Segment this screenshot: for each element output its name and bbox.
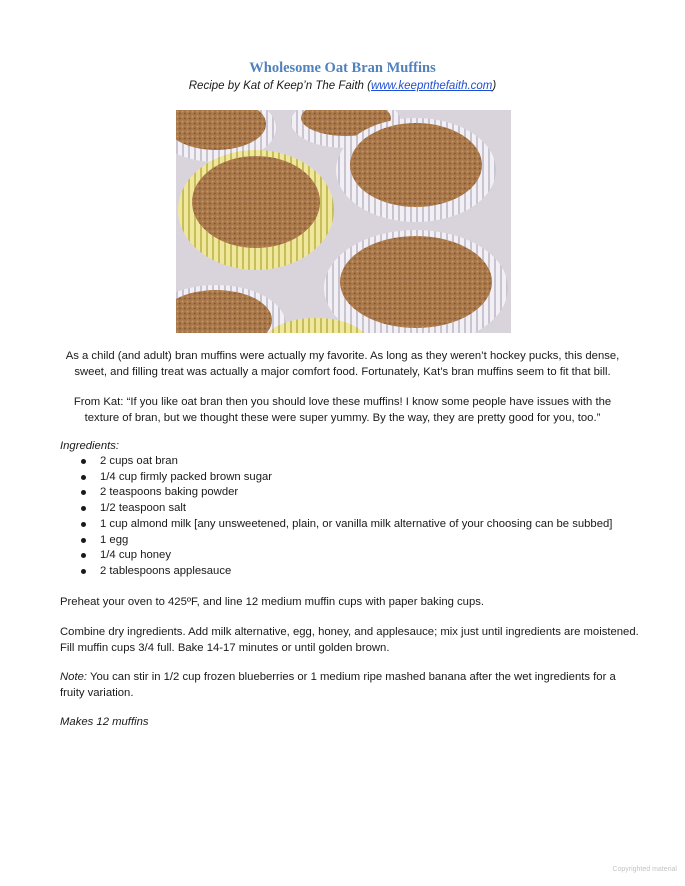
ingredient-item: 1 cup almond milk [any unsweetened, plain, or vanilla milk alternative of your choosing can be subbed] [78, 517, 612, 533]
ingredients-list [78, 454, 612, 580]
muffin-middle-left [178, 150, 334, 270]
ingredient-item: 2 teaspoons baking powder [78, 485, 612, 501]
intro-paragraph: As a child (and adult) bran muffins were actually my favorite. As long as they weren’t hockey pucks, this dense, sweet, and filling treat was actually a major comfort food. Fortunately, Kat’s bran muffins seem to fit that bill. [65, 350, 620, 378]
preheat-instruction: Preheat your oven to 425ºF, and line 12 medium muffin cups with paper baking cups. [60, 596, 485, 608]
note-text: You can stir in 1/2 cup frozen blueberries or 1 medium ripe mashed banana after the wet ingredients for a fruity variation. [60, 671, 616, 699]
ingredient-item: 1/4 cup honey [78, 548, 612, 564]
byline-prefix: Recipe by Kat of Keep’n The Faith ( [188, 80, 371, 92]
note-paragraph [60, 669, 640, 701]
ingredient-item: 1 egg [78, 533, 612, 549]
from-kat-paragraph: From Kat: “If you like oat bran then you should love these muffins! I know some people have issues with the texture of bran, but we thought these were super yummy. By the way, they are pretty good for you, too.” [73, 396, 612, 424]
ingredient-item: 2 cups oat bran [78, 454, 612, 470]
ingredient-item: 1/2 teaspoon salt [78, 501, 612, 517]
recipe-title: Wholesome Oat Bran Muffins [249, 60, 436, 76]
muffins-photo [176, 110, 511, 333]
recipe-byline [0, 80, 685, 92]
muffin-top-right [336, 118, 496, 222]
ingredients-heading: Ingredients: [60, 440, 120, 452]
copyright-watermark: Copyrighted material [612, 866, 677, 873]
ingredient-item: 1/4 cup firmly packed brown sugar [78, 470, 612, 486]
source-link[interactable]: www.keepnthefaith.com [370, 80, 493, 92]
yield-text: Makes 12 muffins [60, 716, 149, 728]
note-label: Note: [60, 671, 88, 683]
combine-instruction: Combine dry ingredients. Add milk alternative, egg, honey, and applesauce; mix just until ingredients are moistened. Fill muffin cups 3/4 full. Bake 14-17 minutes or until golden brown. [60, 626, 639, 654]
ingredient-item: 2 tablespoons applesauce [78, 564, 612, 580]
byline-suffix: ) [492, 80, 497, 92]
